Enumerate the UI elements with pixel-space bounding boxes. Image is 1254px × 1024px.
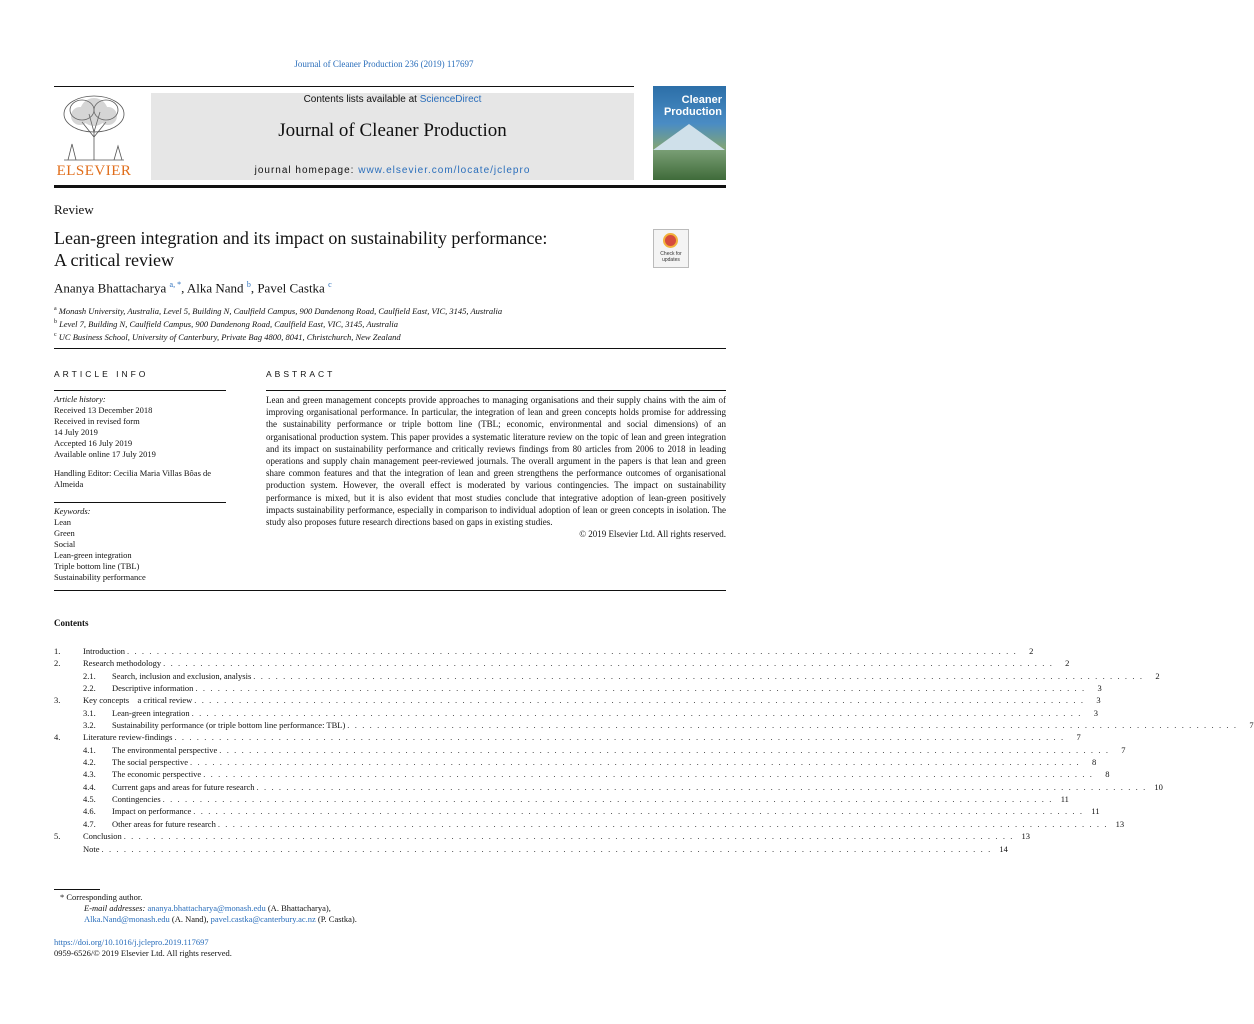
toc-page-number[interactable]: 8 — [1092, 757, 1097, 768]
history-item: Available online 17 July 2019 — [54, 449, 156, 459]
toc-page-number[interactable]: 13 — [1021, 831, 1031, 842]
check-updates-icon — [663, 233, 678, 248]
toc-page-number[interactable]: 3 — [1093, 707, 1098, 718]
elsevier-wordmark: ELSEVIER — [56, 163, 132, 179]
keyword-item: Sustainability performance — [54, 572, 146, 582]
toc-label[interactable]: Introduction — [83, 646, 126, 656]
toc-label[interactable]: Search, inclusion and exclusion, analysis — [112, 670, 252, 681]
toc-label[interactable]: Lean-green integration — [112, 707, 190, 718]
article-info-heading: ARTICLE INFO — [54, 369, 149, 379]
toc-page-number[interactable]: 7 — [1076, 732, 1081, 743]
toc-label[interactable]: Conclusion — [83, 831, 122, 842]
email-label: E-mail addresses: — [84, 903, 146, 913]
cover-title-line-2: Production — [663, 106, 722, 118]
toc-number: 4.5. — [83, 794, 96, 805]
abstract-body — [266, 394, 726, 540]
toc-page-number[interactable]: 7 — [1121, 744, 1126, 755]
journal-citation-link[interactable]: Journal of Cleaner Production 236 (2019) 117697 — [294, 59, 474, 69]
toc-leader-dots: . . . . . . . . . . . . . . . . . . . . . . . . . . . . . . . . . . . . . . . . . . . . . . . . . . . . . . . . . . . . . . . . . . . . . . . . . . . . . . . . . . . . . . . . . . . . . . . . . . . . . . . . . . . . . . . . . . . . . . . . — [253, 670, 1144, 681]
toc-leader-dots: . . . . . . . . . . . . . . . . . . . . . . . . . . . . . . . . . . . . . . . . . . . . . . . . . . . . . . . . . . . . . . . . . . . . . . . . . . . . . . . . . . . . . . . . . . . . . . . . . . . . . . . . . . . . . . . . . . . . . . . . — [101, 843, 992, 854]
author-affil-ref[interactable]: c — [328, 280, 332, 289]
author-affil-ref[interactable]: a, * — [169, 280, 182, 289]
toc-number: 1. — [54, 646, 61, 656]
toc-label[interactable]: The social perspective — [112, 757, 188, 768]
toc-page-number[interactable]: 8 — [1105, 769, 1110, 780]
email-link[interactable]: Alka.Nand@monash.edu — [84, 914, 170, 924]
toc-entry[interactable] — [54, 768, 1110, 780]
toc-label[interactable]: Key concepts a critical review — [83, 695, 193, 706]
toc-page-number[interactable]: 2 — [1029, 646, 1034, 656]
toc-label[interactable]: The economic perspective — [112, 769, 202, 780]
toc-entry[interactable] — [54, 793, 1069, 805]
toc-label[interactable]: Impact on performance — [112, 806, 192, 817]
cover-mountain-shape — [653, 124, 725, 150]
affiliation-text: Monash University, Australia, Level 5, Building N, Caulfield Campus, 900 Dandenong Road, Caulfield East, VIC, 3145, Australia — [58, 305, 503, 316]
toc-entry[interactable] — [54, 756, 1097, 768]
check-updates-label: Check for updates — [660, 251, 682, 263]
header-rule — [54, 86, 634, 87]
toc-number: 4.1. — [83, 744, 96, 755]
toc-number: 3. — [54, 695, 61, 706]
toc-page-number[interactable]: 7 — [1249, 720, 1254, 731]
article-history — [54, 394, 232, 460]
affiliation-text: UC Business School, University of Canterbury, Private Bag 4800, 8041, Christchurch, New Zealand — [58, 331, 401, 342]
toc-number: 4.4. — [83, 781, 96, 792]
contents-prefix: Contents lists available at — [303, 94, 420, 105]
email-owner: (P. Castka). — [315, 914, 357, 924]
toc-number: 4.2. — [83, 757, 96, 768]
toc-page-number[interactable]: 2 — [1065, 658, 1070, 669]
toc-leader-dots: . . . . . . . . . . . . . . . . . . . . . . . . . . . . . . . . . . . . . . . . . . . . . . . . . . . . . . . . . . . . . . . . . . . . . . . . . . . . . . . . . . . . . . . . . . . . . . . . . . . . . . . . . . . . . . . . . . . . . . . . — [347, 720, 1238, 731]
handling-editor-line-2: Almeida — [54, 479, 84, 489]
paper-title-line-2: A critical review — [54, 250, 174, 270]
toc-leader-dots: . . . . . . . . . . . . . . . . . . . . . . . . . . . . . . . . . . . . . . . . . . . . . . . . . . . . . . . . . . . . . . . . . . . . . . . . . . . . . . . . . . . . . . . . . . . . . . . . . . . . . . . . . . . . . . . . . . . . . . . . — [217, 818, 1109, 829]
article-type: Review — [54, 202, 94, 217]
keywords-rule — [54, 502, 226, 503]
toc-number: 2.1. — [83, 670, 96, 681]
toc-page-number[interactable]: 11 — [1060, 794, 1069, 805]
article-info-rule — [54, 390, 226, 391]
toc-entry[interactable] — [54, 707, 1098, 719]
toc-number: 5. — [54, 831, 61, 842]
author-list: Ananya Bhattacharya $^{a, *}$, Alka Nand $^b$, Pavel Castka $^c$ — [54, 280, 332, 296]
toc-label[interactable]: The environmental perspective — [112, 744, 218, 755]
toc-number: 3.2. — [83, 720, 96, 731]
elsevier-tree-icon — [54, 92, 134, 162]
paper-title-line-1: Lean-green integration and its impact on sustainability performance: — [54, 228, 548, 248]
toc-page-number[interactable]: 14 — [999, 843, 1008, 854]
footnote-rule — [54, 889, 100, 890]
affiliation-item — [54, 304, 502, 317]
toc-page-number[interactable]: 11 — [1091, 806, 1100, 817]
toc-number: 4. — [54, 732, 61, 743]
toc-leader-dots: . . . . . . . . . . . . . . . . . . . . . . . . . . . . . . . . . . . . . . . . . . . . . . . . . . . . . . . . . . . . . . . . . . . . . . . . . . . . . . . . . . . . . . . . . . . . . . . . . . . . . . . . . . . . . . . . . . . . . . . . — [174, 732, 1065, 743]
email-owner: (A. Bhattacharya), — [265, 903, 331, 913]
toc-page-number[interactable]: 3 — [1097, 683, 1102, 694]
toc-leader-dots: . . . . . . . . . . . . . . . . . . . . . . . . . . . . . . . . . . . . . . . . . . . . . . . . . . . . . . . . . . . . . . . . . . . . . . . . . . . . . . . . . . . . . . . . . . . . . . . . . . . . . . . . . . . . . . . . . . . . . . . . — [190, 757, 1081, 768]
toc-label[interactable]: Descriptive information — [112, 683, 194, 694]
toc-page-number[interactable]: 2 — [1155, 670, 1160, 681]
toc-label[interactable]: Sustainability performance (or triple bottom line performance: TBL) — [112, 720, 346, 731]
history-item: Accepted 16 July 2019 — [54, 438, 133, 448]
toc-entry[interactable] — [54, 719, 1254, 731]
toc-page-number[interactable]: 3 — [1096, 695, 1101, 706]
paper-title — [54, 227, 644, 271]
abstract-text: Lean and green management concepts provide approaches to managing organisations and their supply chains with the aim of improving organisational performance. In particular, the integration of lean and green concepts holds promise for addressing the sustainability performance or triple bottom line (TBL; economic, environmental and social dimensions) of an organisational production system. This paper provides a systematic literature review on the topic of lean and green integration and its impact on sustainability performance and critically reviews findings from 80 articles from 2006 to 2018 in leading operations and supply chain management peer-reviewed journals. The overall argument in the papers is that lean and green share common features and that the integration of lean and green strengthens the performance outcomes of organisational production system. However, the overall effect is moderated by various contingencies. The impact on sustainability performance is mixed, but it is also evident that most studies conclude that integrative adoption of lean-green positively impacts sustainability performance, especially in comparison to individual adoption of lean or green concepts in isolation. The study also proposes future research directions based on gaps in existing studies. — [266, 395, 726, 528]
history-item: 14 July 2019 — [54, 427, 98, 437]
affiliation-marker: a — [54, 306, 57, 312]
contents-heading: Contents — [54, 618, 89, 628]
email-link[interactable]: pavel.castka@canterbury.ac.nz — [210, 914, 316, 924]
toc-label[interactable]: Literature review-findings — [83, 732, 173, 743]
toc-entry[interactable] — [54, 781, 1163, 793]
section-rule — [54, 348, 726, 349]
toc-number: 4.7. — [83, 818, 96, 829]
toc-label[interactable]: Current gaps and areas for future research — [112, 781, 255, 792]
toc-leader-dots: . . . . . . . . . . . . . . . . . . . . . . . . . . . . . . . . . . . . . . . . . . . . . . . . . . . . . . . . . . . . . . . . . . . . . . . . . . . . . . . . . . . . . . . . . . . . . . . . . . . . . . . . . . . . . . . . . . . . . . . . — [191, 707, 1082, 718]
issn-copyright: 0959-6526/© 2019 Elsevier Ltd. All rights reserved. — [54, 948, 232, 958]
toc-entry[interactable] — [54, 682, 1102, 694]
toc-label[interactable]: Note — [83, 843, 100, 854]
check-for-updates-button[interactable] — [653, 229, 689, 268]
homepage-prefix: journal homepage: — [254, 165, 359, 176]
author-name[interactable]: Alka Nand — [186, 280, 244, 296]
toc-leader-dots: . . . . . . . . . . . . . . . . . . . . . . . . . . . . . . . . . . . . . . . . . . . . . . . . . . . . . . . . . . . . . . . . . . . . . . . . . . . . . . . . . . . . . . . . . . . . . . . . . . . . . . . . . . . . . . . . . . . . . . . . — [193, 806, 1084, 817]
homepage-link[interactable]: www.elsevier.com/locate/jclepro — [358, 165, 531, 176]
keywords-label: Keywords: — [54, 506, 91, 516]
toc-entry[interactable] — [54, 843, 1008, 855]
toc-leader-dots: . . . . . . . . . . . . . . . . . . . . . . . . . . . . . . . . . . . . . . . . . . . . . . . . . . . . . . . . . . . . . . . . . . . . . . . . . . . . . . . . . . . . . . . . . . . . . . . . . . . . . . . . . . . . . . . . . . . . . . . . — [123, 831, 1015, 842]
toc-number — [54, 843, 83, 855]
email-owner: (A. Nand), — [169, 914, 211, 924]
email-addresses — [54, 903, 394, 925]
author-name[interactable]: Ananya Bhattacharya — [54, 280, 167, 296]
author-affil-ref[interactable]: b — [246, 280, 251, 289]
handling-editor-line-1: Handling Editor: Cecilia Maria Villas Bôas de — [54, 468, 212, 478]
toc-entry[interactable] — [54, 818, 1125, 830]
toc-leader-dots: . . . . . . . . . . . . . . . . . . . . . . . . . . . . . . . . . . . . . . . . . . . . . . . . . . . . . . . . . . . . . . . . . . . . . . . . . . . . . . . . . . . . . . . . . . . . . . . . . . . . . . . . . . . . . . . . . . . . . . . . — [219, 744, 1110, 755]
toc-entry[interactable] — [54, 645, 1034, 657]
keyword-item: Green — [54, 528, 75, 538]
email-link[interactable]: ananya.bhattacharya@monash.edu — [147, 903, 266, 913]
toc-leader-dots: . . . . . . . . . . . . . . . . . . . . . . . . . . . . . . . . . . . . . . . . . . . . . . . . . . . . . . . . . . . . . . . . . . . . . . . . . . . . . . . . . . . . . . . . . . . . . . . . . . . . . . . . . . . . . . . . . . . . . . . . — [194, 695, 1085, 706]
section-rule-bottom — [54, 590, 726, 591]
toc-leader-dots: . . . . . . . . . . . . . . . . . . . . . . . . . . . . . . . . . . . . . . . . . . . . . . . . . . . . . . . . . . . . . . . . . . . . . . . . . . . . . . . . . . . . . . . . . . . . . . . . . . . . . . . . . . . . . . . . . . . . . . . . — [195, 683, 1086, 694]
toc-leader-dots: . . . . . . . . . . . . . . . . . . . . . . . . . . . . . . . . . . . . . . . . . . . . . . . . . . . . . . . . . . . . . . . . . . . . . . . . . . . . . . . . . . . . . . . . . . . . . . . . . . . . . . . . . . . . . . . . . . . . . . . . — [163, 658, 1054, 669]
abstract-rule — [266, 390, 726, 391]
affiliation-marker: b — [54, 318, 57, 325]
sciencedirect-link[interactable]: ScienceDirect — [419, 94, 482, 105]
toc-number: 4.3. — [83, 769, 96, 780]
toc-number: 2. — [54, 658, 61, 669]
cover-title — [664, 94, 722, 118]
journal-title: Journal of Cleaner Production — [278, 120, 507, 141]
toc-entry[interactable] — [54, 805, 1100, 817]
footnotes — [54, 892, 394, 925]
toc-page-number[interactable]: 10 — [1154, 781, 1163, 792]
toc-entry[interactable] — [54, 670, 1160, 682]
toc-label[interactable]: Other areas for future research — [112, 818, 216, 829]
toc-entry[interactable] — [54, 731, 1081, 743]
history-item: Received 13 December 2018 — [54, 405, 153, 415]
toc-leader-dots: . . . . . . . . . . . . . . . . . . . . . . . . . . . . . . . . . . . . . . . . . . . . . . . . . . . . . . . . . . . . . . . . . . . . . . . . . . . . . . . . . . . . . . . . . . . . . . . . . . . . . . . . . . . . . . . . . . . . . . . . — [162, 794, 1053, 805]
journal-homepage — [151, 165, 634, 176]
toc-leader-dots: . . . . . . . . . . . . . . . . . . . . . . . . . . . . . . . . . . . . . . . . . . . . . . . . . . . . . . . . . . . . . . . . . . . . . . . . . . . . . . . . . . . . . . . . . . . . . . . . . . . . . . . . . . . . . . . . . . . . . . . . — [127, 646, 1018, 656]
toc-leader-dots: . . . . . . . . . . . . . . . . . . . . . . . . . . . . . . . . . . . . . . . . . . . . . . . . . . . . . . . . . . . . . . . . . . . . . . . . . . . . . . . . . . . . . . . . . . . . . . . . . . . . . . . . . . . . . . . . . . . . . . . . — [203, 769, 1094, 780]
toc-label[interactable]: Research methodology — [83, 658, 162, 669]
toc-entry[interactable] — [54, 744, 1126, 756]
table-of-contents — [54, 645, 1254, 855]
affiliation-item — [54, 330, 502, 343]
toc-label[interactable]: Contingencies — [112, 794, 161, 805]
toc-entry[interactable] — [54, 657, 1070, 669]
affiliation-text: Level 7, Building N, Caulfield Campus, 900 Dandenong Road, Caulfield East, VIC, 3145, Australia — [59, 318, 399, 329]
keyword-item: Social — [54, 539, 76, 549]
abstract-heading: ABSTRACT — [266, 369, 336, 379]
affiliations — [54, 304, 502, 342]
toc-number: 4.6. — [83, 806, 96, 817]
doi-link[interactable]: https://doi.org/10.1016/j.jclepro.2019.117697 — [54, 937, 209, 947]
corresponding-author-note: * Corresponding author. — [60, 892, 143, 902]
handling-editor — [54, 468, 232, 490]
toc-entry[interactable] — [54, 830, 1031, 842]
contents-availability — [151, 94, 634, 105]
keyword-item: Triple bottom line (TBL) — [54, 561, 140, 571]
affiliation-item — [54, 317, 502, 330]
cover-title-line-1: Cleaner — [681, 94, 722, 106]
history-label: Article history: — [54, 394, 106, 404]
toc-number: 3.1. — [83, 707, 96, 718]
author-name[interactable]: Pavel Castka — [257, 280, 325, 296]
header-thick-rule — [54, 185, 726, 188]
abstract-copyright: © 2019 Elsevier Ltd. All rights reserved. — [579, 529, 726, 540]
keywords — [54, 506, 232, 583]
toc-number: 2.2. — [83, 683, 96, 694]
affiliation-marker: c — [54, 331, 57, 338]
keyword-item: Lean — [54, 517, 71, 527]
doi-block — [54, 937, 232, 959]
elsevier-logo — [54, 92, 134, 180]
toc-entry[interactable] — [54, 694, 1101, 706]
journal-cover-image[interactable] — [653, 86, 726, 180]
history-item: Received in revised form — [54, 416, 140, 426]
toc-leader-dots: . . . . . . . . . . . . . . . . . . . . . . . . . . . . . . . . . . . . . . . . . . . . . . . . . . . . . . . . . . . . . . . . . . . . . . . . . . . . . . . . . . . . . . . . . . . . . . . . . . . . . . . . . . . . . . . . . . . . . . . . — [256, 781, 1147, 792]
toc-page-number[interactable]: 13 — [1115, 818, 1125, 829]
keyword-item: Lean-green integration — [54, 550, 132, 560]
